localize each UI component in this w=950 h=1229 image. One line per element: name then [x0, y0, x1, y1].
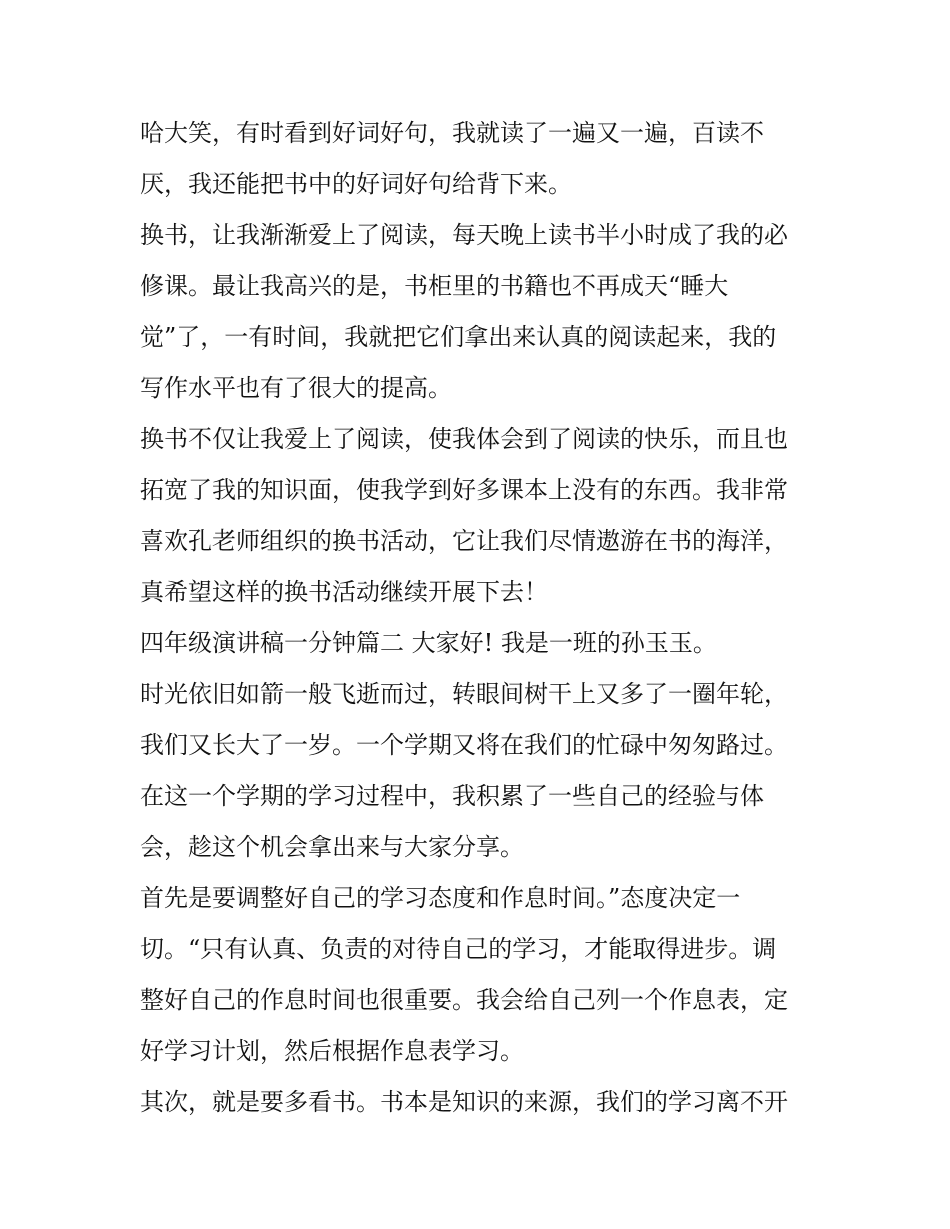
text-line: 首先是要调整好自己的学习态度和作息时间。”态度决定一: [140, 884, 741, 912]
text-line: 换书不仅让我爱上了阅读，使我体会到了阅读的快乐，而且也: [140, 425, 788, 453]
text-line: 觉”了，一有时间，我就把它们拿出来认真的阅读起来，我的: [140, 323, 777, 351]
text-line: 四年级演讲稿一分钟篇二 大家好! 我是一班的孙玉玉。: [140, 629, 717, 657]
text-line: 喜欢孔老师组织的换书活动，它让我们尽情遨游在书的海洋，: [140, 527, 788, 555]
text-line: 真希望这样的换书活动继续开展下去！: [140, 578, 548, 606]
body-text: [140, 108, 830, 1128]
text-line: 时光依旧如箭一般飞逝而过，转眼间树干上又多了一圈年轮，: [140, 680, 788, 708]
text-line: 厌，我还能把书中的好词好句给背下来。: [140, 170, 572, 198]
text-line: 好学习计划，然后根据作息表学习。: [140, 1037, 524, 1065]
text-line: 其次，就是要多看书。书本是知识的来源，我们的学习离不开: [140, 1088, 788, 1116]
text-line: 在这一个学期的学习过程中，我积累了一些自己的经验与体: [140, 782, 764, 810]
text-line: 拓宽了我的知识面，使我学到好多课本上没有的东西。我非常: [140, 476, 788, 504]
text-line: 换书，让我渐渐爱上了阅读，每天晚上读书半小时成了我的必: [140, 221, 788, 249]
text-line: 切。“只有认真、负责的对待自己的学习，才能取得进步。调: [140, 935, 777, 963]
text-line: 哈大笑，有时看到好词好句，我就读了一遍又一遍，百读不: [140, 119, 764, 147]
text-line: 会，趁这个机会拿出来与大家分享。: [140, 833, 524, 861]
text-line: 整好自己的作息时间也很重要。我会给自己列一个作息表，定: [140, 986, 788, 1014]
text-line: 修课。最让我高兴的是，书柜里的书籍也不再成天“睡大: [140, 272, 729, 300]
text-line: 写作水平也有了很大的提高。: [140, 374, 452, 402]
text-line: 我们又长大了一岁。一个学期又将在我们的忙碌中匆匆路过。: [140, 731, 788, 759]
